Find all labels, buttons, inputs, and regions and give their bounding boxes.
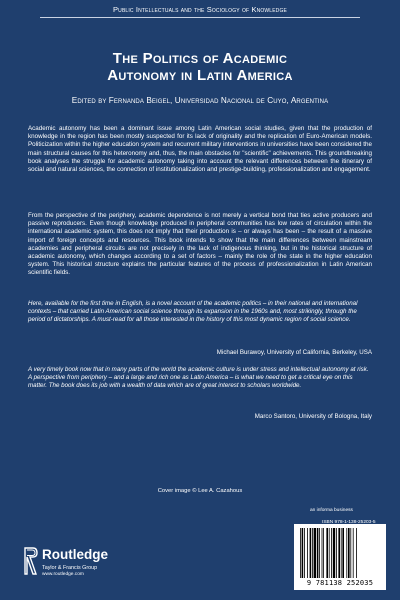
informa-tagline: an informa business [310,508,353,513]
barcode-bar [342,528,344,578]
barcode-bar [348,528,350,578]
barcode-bar [322,528,323,578]
barcode-bar [310,528,312,578]
barcode-bar [307,528,308,578]
barcode-bar [356,528,357,578]
endorsement-quote-2: A very timely book now that in many parts of the world the academic culture is under stress and intellectual autonomy at risk. A perspective from periphery – and a large and rich one as Latin America – is what we need to get a critical eye on this matter. The book does its job with a wealth of data which are of great interest to scholars worldwide. [28,366,369,390]
barcode-bar [326,528,328,578]
cover-image-credit: Cover image © Lee A. Cazahous [157,488,243,494]
barcode-bar [314,528,316,578]
routledge-r-icon [24,546,38,576]
barcode-bar [353,528,354,578]
publisher-url: www.routledge.com [42,572,84,577]
endorsement-quote-1: Here, available for the first time in English, is a novel account of the academic politics – in their national and international contexts – that carried Latin American social science through its expansion in the 1960s and, most strikingly, through the period of dictatorships. A must-read for all those interested in the history of this most dynamic region of social science. [28,300,358,324]
barcode-bar [346,528,347,578]
barcode-bar [302,528,304,578]
barcode-bar [304,528,305,578]
endorsement-attribution-1: Michael Burawoy, University of California, Berkeley, USA [216,349,372,356]
blurb-paragraph-2: From the perspective of the periphery, academic dependence is not merely a vertical bond that ties active producers and passive reproducers. Even though knowledge produced in peripheral communities has low rates of circulation within the international academic system, this does not imply that their production is – or always has been – the result of a massive import of foreign concepts and resources. This book intends to show that the main differences between mainstream academies and peripheral circuits are not precisely in the lack of indigenous thinking, but in the historical structure of academic autonomy, which changes according to a set of factors – mainly the role of the state in the higher education system. This historical structure explains the particular features of the process of professionalization in Latin American scientific fields. [28,212,372,277]
isbn-number: ISBN 978-1-138-25203-5 [322,520,376,525]
barcode-bar [323,528,324,578]
endorsement-attribution-2: Marco Santoro, University of Bologna, Italy [254,413,372,420]
barcode-bar [329,528,330,578]
barcode-digits: 9 781138 252035 [306,579,374,587]
publisher-name: Routledge [42,547,108,562]
barcode-bar [336,528,337,578]
title-line-1: The Politics of Academic [112,50,288,67]
barcode-bars [294,524,386,580]
blurb-paragraph-1: Academic autonomy has been a dominant issue among Latin American social studies, given that the production of knowledge in the region has been mostly suspected for its lack of originality and the replication of Euro-American models. Politicization within the higher education system and recurrent military interventions in universities have been considered the main structural causes for this heteronomy and, thus, the main obstacles for "scientific" achievements. This groundbreaking book analyses the struggle for academic autonomy taking into account the relevant differences between the itinerary of social and natural sciences, the connection of institutionalization and prestige-building, professionalization and engagement. [28,125,372,174]
publisher-logo [24,546,134,586]
series-title: Public Intellectuals and the Sociology of Knowledge [113,5,287,14]
barcode-bar [350,528,351,578]
barcode-bar [319,528,320,578]
barcode-bar [300,528,301,578]
barcode-bar [338,528,340,578]
barcode-bar [331,528,332,578]
title-line-2: Autonomy in Latin America [107,67,293,84]
barcode-bar [341,528,342,578]
barcode-bar [333,528,335,578]
isbn-barcode [294,524,386,590]
publisher-group: Taylor & Francis Group [42,565,98,571]
book-title [0,50,400,84]
barcode-bar [312,528,313,578]
editor-credit: Edited by Fernanda Beigel, Universidad Nacional de Cuyo, Argentina [71,96,329,105]
barcode-bar [317,528,319,578]
series-divider [40,17,360,18]
